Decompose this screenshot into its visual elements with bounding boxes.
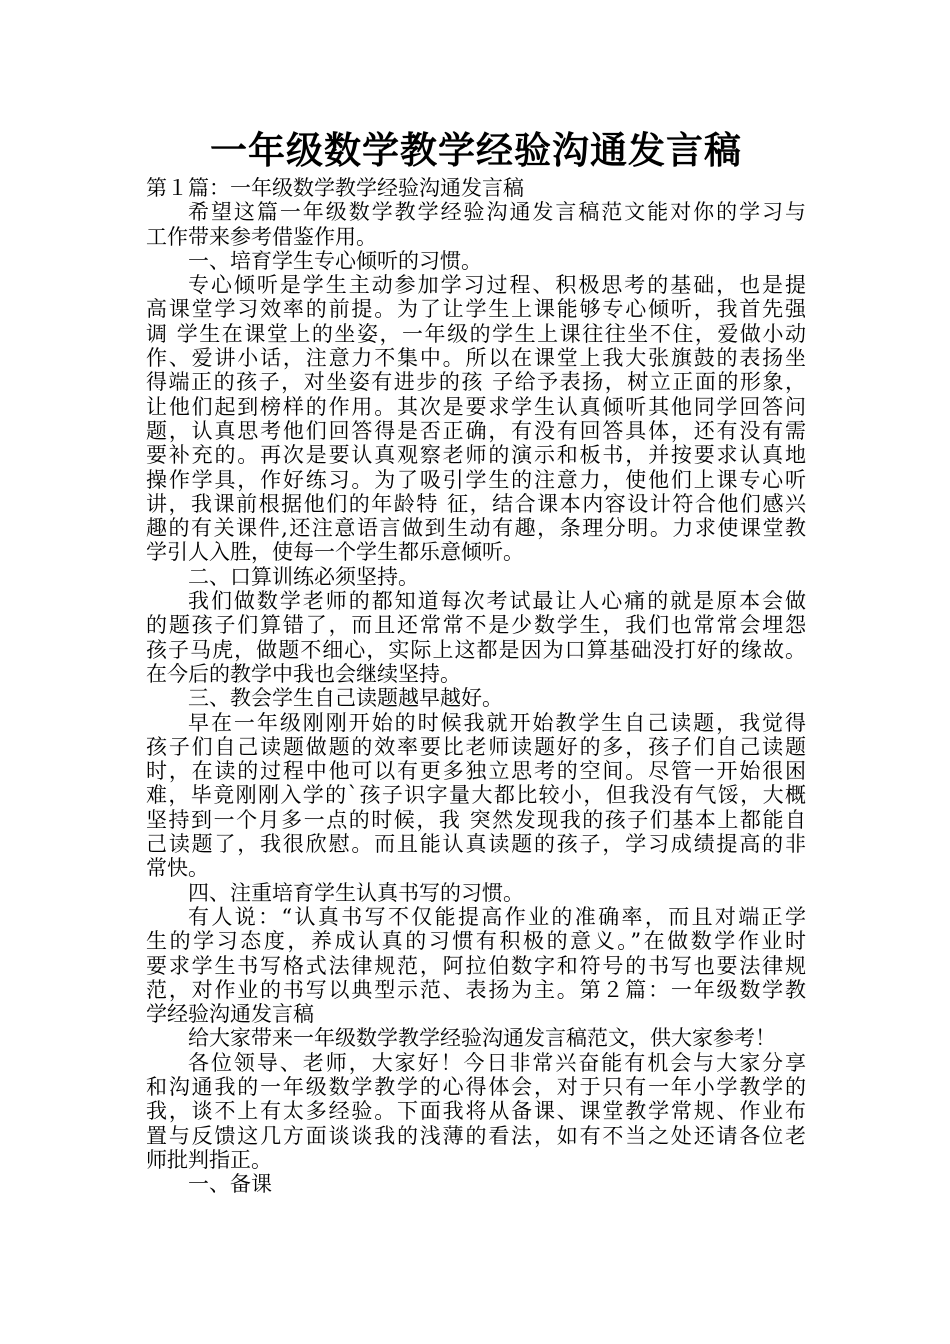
body-line: 一、培育学生专心倾听的习惯。 xyxy=(188,248,482,273)
body-line: 和沟通我的一年级数学教学的心得体会，对于只有一年小学教学的 xyxy=(146,1074,806,1099)
body-line: 第１篇：一年级数学教学经验沟通发言稿 xyxy=(146,176,524,200)
body-line: 师批判指正。 xyxy=(146,1147,272,1172)
body-line: 学经验沟通发言稿 xyxy=(146,1002,314,1027)
body-line: 要求学生书写格式法律规范，阿拉伯数字和符号的书写也要法律规 xyxy=(146,953,806,978)
body-line: 的题孩子们算错了，而且还常常不是少数学生，我们也常常会埋怨 xyxy=(146,613,806,638)
body-line: 调 学生在课堂上的坐姿，一年级的学生上课往往坐不住，爱做小动 xyxy=(146,321,806,346)
body-line: 工作带来参考借鉴作用。 xyxy=(146,224,377,249)
body-line: 孩子马虎，做题不细心，实际上这都是因为口算基础没打好的缘故。 xyxy=(146,637,806,662)
body-line: 常快。 xyxy=(146,856,209,881)
body-line: 三、教会学生自己读题越早越好。 xyxy=(188,686,503,711)
body-line: 己读题了，我很欣慰。而且能认真读题的孩子，学习成绩提高的非 xyxy=(146,832,806,857)
document-body xyxy=(146,176,806,1196)
body-line: 我们做数学老师的都知道每次考试最让人心痛的就是原本会做 xyxy=(188,589,806,614)
body-line: 要补充的。再次是要认真观察老师的演示和板书，并按要求认真地 xyxy=(146,443,806,468)
body-line: 让他们起到榜样的作用。其次是要求学生认真倾听其他同学回答问 xyxy=(146,394,806,419)
body-line: 四、注重培育学生认真书写的习惯。 xyxy=(188,880,524,905)
body-line: 学引人入胜，使每一个学生都乐意倾听。 xyxy=(146,540,524,565)
body-line: 题，认真思考他们回答得是否正确，有没有回答具体，还有没有需 xyxy=(146,418,806,443)
body-line: 有人说：“认真书写不仅能提高作业的准确率，而且对端正学 xyxy=(188,904,806,929)
body-line: 趣的有关课件,还注意语言做到生动有趣，条理分明。力求使课堂教 xyxy=(146,516,806,541)
document-title: 一年级数学教学经验沟通发言稿 xyxy=(210,129,742,172)
body-line: 孩子们自己读题做题的效率要比老师读题好的多，孩子们自己读题 xyxy=(146,734,806,759)
body-line: 二、口算训练必须坚持。 xyxy=(188,564,419,589)
body-line: 难，毕竟刚刚入学的`孩子识字量大都比较小，但我没有气馁，大概 xyxy=(146,783,806,808)
body-line: 希望这篇一年级数学教学经验沟通发言稿范文能对你的学习与 xyxy=(188,200,806,225)
body-line: 生的学习态度，养成认真的习惯有积极的意义。”在做数学作业时 xyxy=(146,929,806,954)
body-line: 作、爱讲小话，注意力不集中。所以在课堂上我大张旗鼓的表扬坐 xyxy=(146,346,806,371)
body-line: 高课堂学习效率的前提。为了让学生上课能够专心倾听，我首先强 xyxy=(146,297,806,322)
body-line: 早在一年级刚刚开始的时候我就开始教学生自己读题，我觉得 xyxy=(188,710,806,735)
body-line: 我，谈不上有太多经验。下面我将从备课、课堂教学常规、作业布 xyxy=(146,1099,806,1124)
body-line: 给大家带来一年级数学教学经验沟通发言稿范文，供大家参考！ xyxy=(188,1026,776,1051)
body-line: 置与反馈这几方面谈谈我的浅薄的看法，如有不当之处还请各位老 xyxy=(146,1123,806,1148)
body-line: 专心倾听是学生主动参加学习过程、积极思考的基础，也是提 xyxy=(188,273,806,298)
body-line: 时，在读的过程中他可以有更多独立思考的空间。尽管一开始很困 xyxy=(146,759,806,784)
body-line: 范，对作业的书写以典型示范、表扬为主。第２篇：一年级数学教 xyxy=(146,977,806,1002)
body-line: 得端正的孩子，对坐姿有进步的孩 子给予表扬，树立正面的形象， xyxy=(146,370,806,395)
body-line: 操作学具，作好练习。为了吸引学生的注意力，使他们上课专心听 xyxy=(146,467,806,492)
body-line: 在今后的教学中我也会继续坚持。 xyxy=(146,661,461,686)
body-line: 讲，我课前根据他们的年龄特 征，结合课本内容设计符合他们感兴 xyxy=(146,491,806,516)
body-line: 坚持到一个月多一点的时候，我 突然发现我的孩子们基本上都能自 xyxy=(146,807,806,832)
document-page xyxy=(146,128,806,1196)
body-line: 各位领导、老师，大家好！今日非常兴奋能有机会与大家分享 xyxy=(188,1050,806,1075)
body-line: 一、备课 xyxy=(188,1172,272,1197)
